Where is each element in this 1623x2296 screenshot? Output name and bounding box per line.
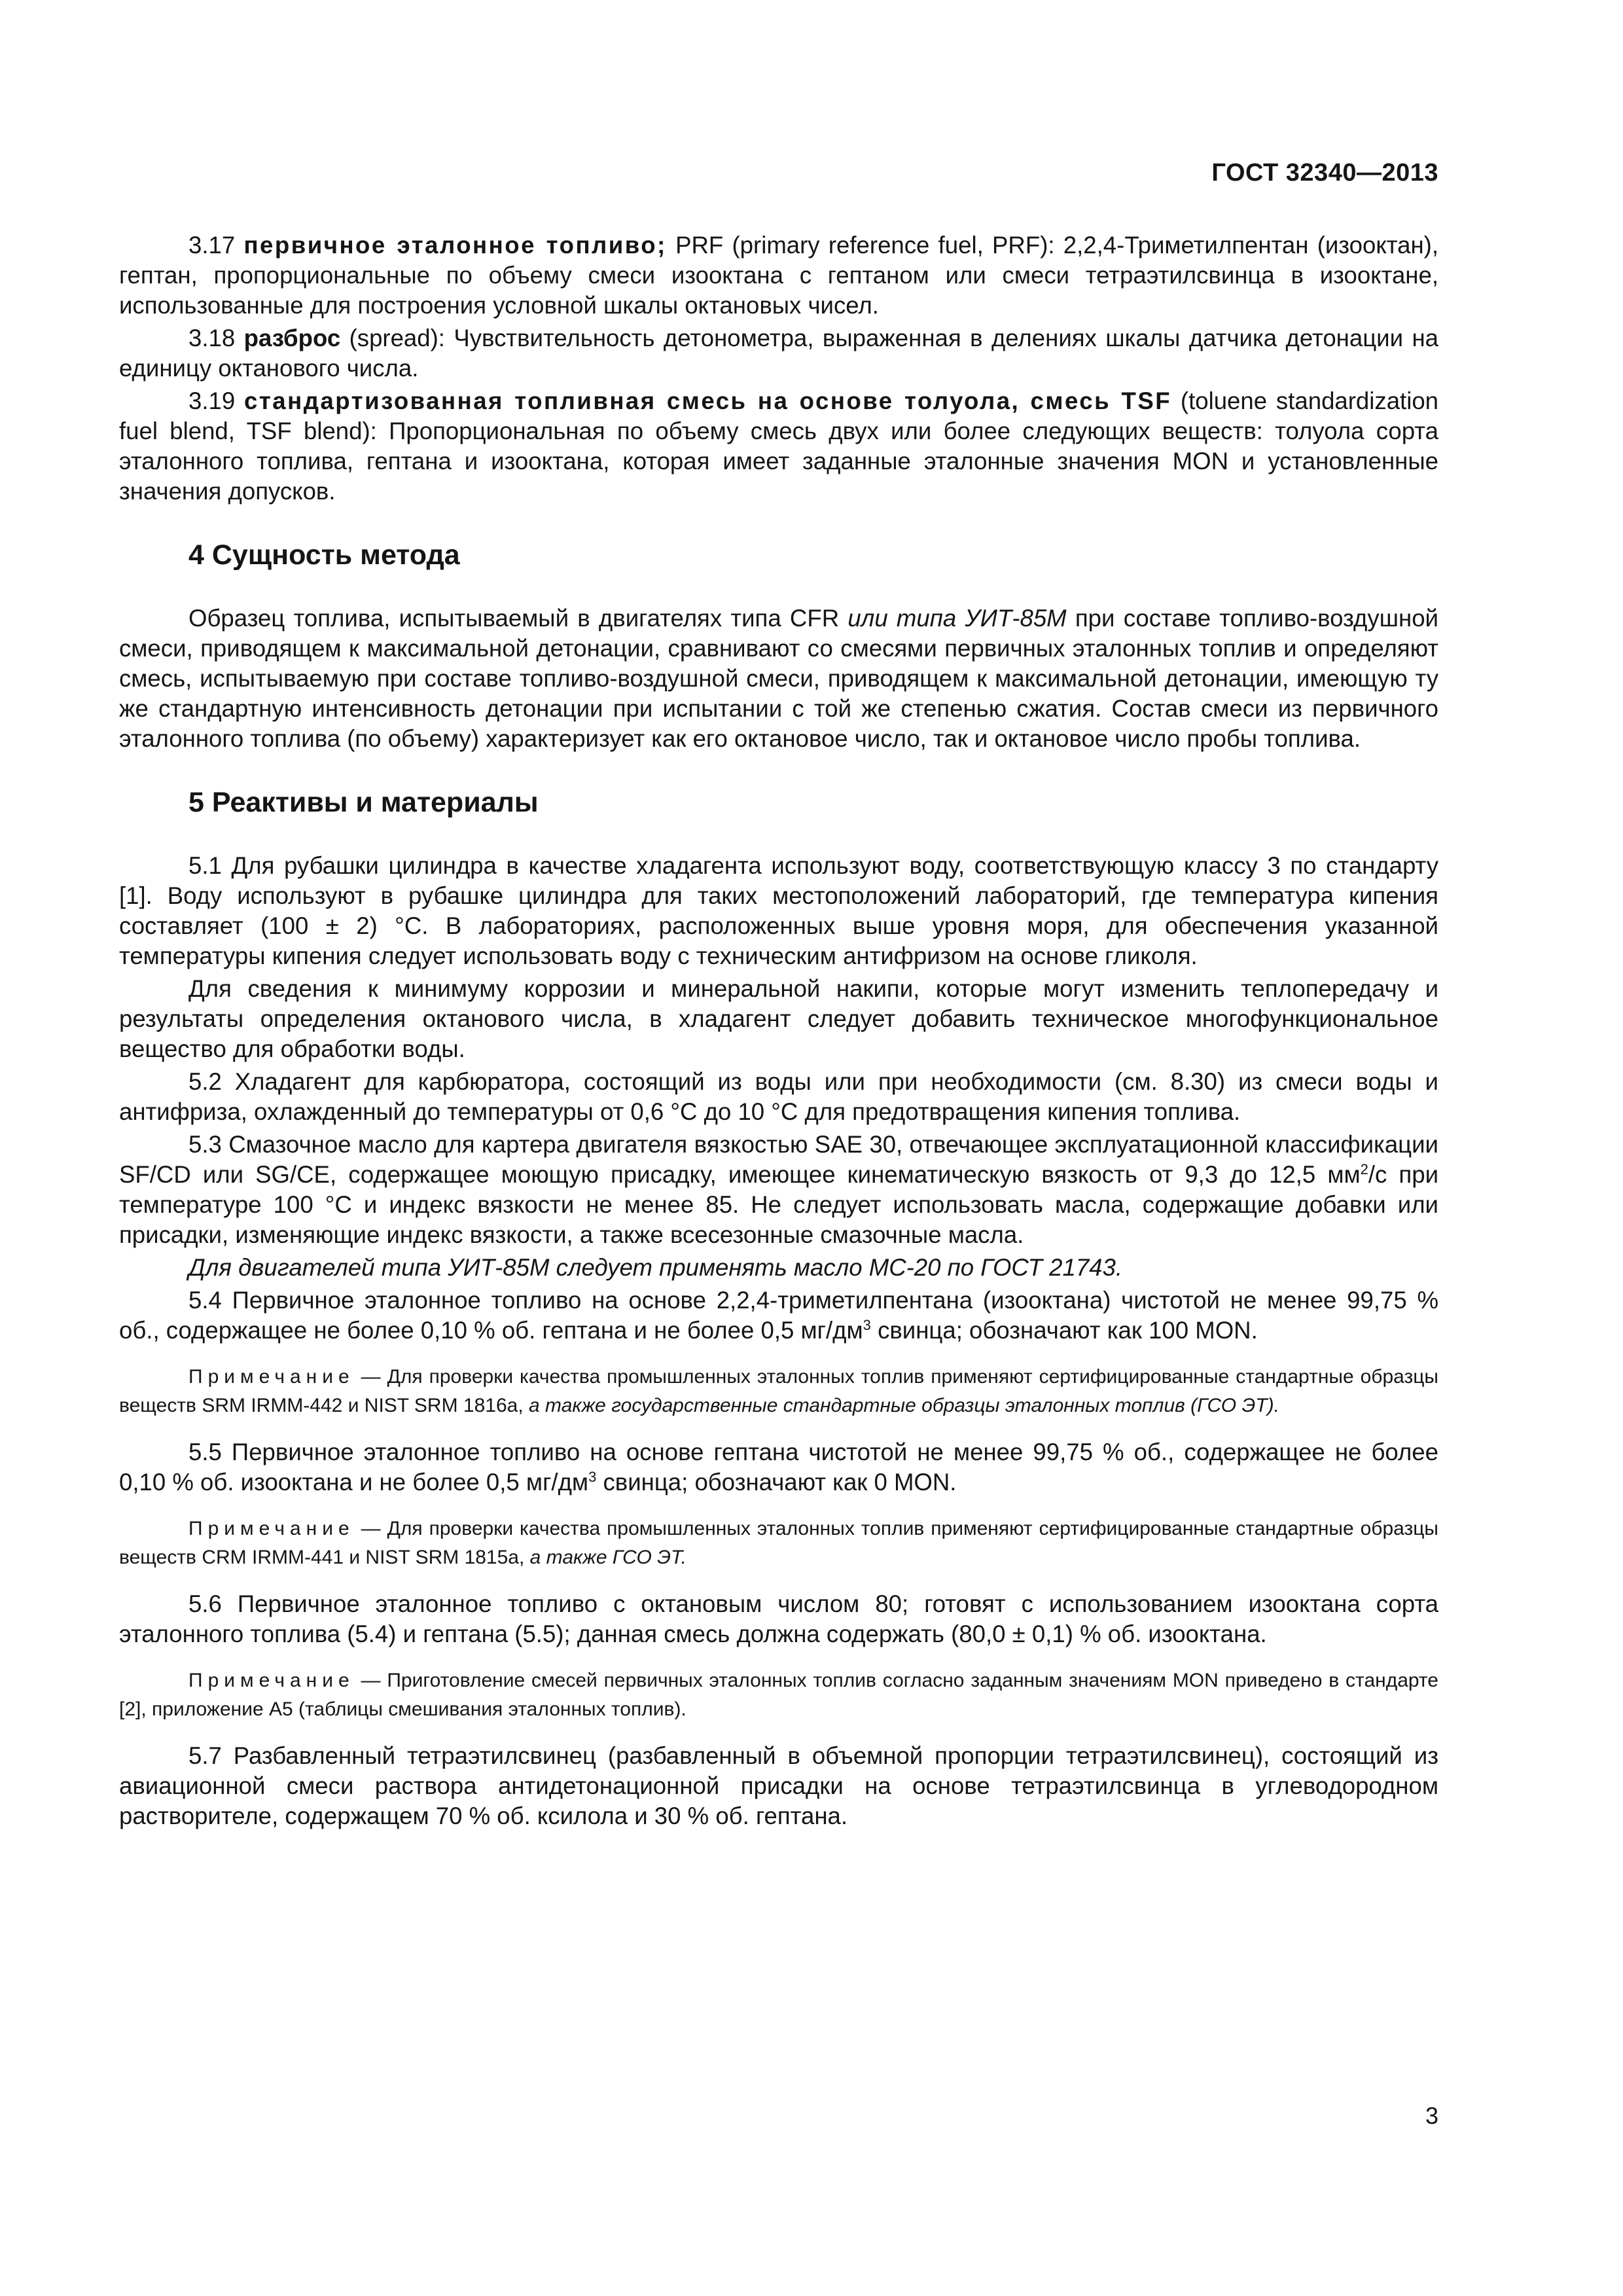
definition-text: (toluene standardization fuel blend, TSF blend): Пропорциональная по объему смесь двух или более следующих веществ: толуола сорта эталонного топлива, гептана и изооктана, которая имеет заданные эталонные значения MON и установленные значения допусков. [119, 387, 1439, 505]
clause-5-7: 5.7 Разбавленный тетраэтилсвинец (разбавленный в объемной пропорции тетраэтилсвинец), состоящий из авиационной смеси раствора антидетонационной присадки на основе тетраэтилсвинца в углеводородном растворителе, содержащем 70 % об. ксилола и 30 % об. гептана. [119, 1742, 1438, 1829]
note-italic-text: а также государственные стандартные образцы эталонных топлив (ГСО ЭТ). [529, 1395, 1279, 1416]
clause-number: 3.18 [188, 325, 244, 351]
superscript: 2 [1360, 1160, 1368, 1177]
section-4-heading: 4 Сущность метода [188, 539, 460, 571]
paragraph-text: 5.5 Первичное эталонное топливо на основе гептана чистотой не менее 99,75 % об., содержащее не более 0,10 % об. изооктана и не более 0,5 мг/дм [119, 1439, 1438, 1496]
definition-text: PRF (primary reference fuel, PRF): 2,2,4-Триметилпентан (изооктан), гептан, пропорциональные по объему смеси изооктана с гептаном или смеси тетраэтилсвинца в изооктане, использованные для построения условной шкалы октановых чисел. [119, 232, 1438, 319]
clause-5-3-italic-note: Для двигателей типа УИТ-85М следует применять масло МС-20 по ГОСТ 21743. [188, 1254, 1123, 1281]
definition-3-17 [119, 230, 1438, 321]
paragraph-text: Образец топлива, испытываемый в двигателях типа CFR [188, 605, 848, 632]
clause-5-5 [119, 1437, 1438, 1498]
note-label: Примечание [188, 1518, 355, 1539]
clause-number: 3.17 [188, 232, 244, 259]
definition-3-19 [119, 386, 1438, 507]
clause-5-1: 5.1 Для рубашки цилиндра в качестве хладагента используют воду, соответствующую классу 3 по стандарту [1]. Воду используют в рубашке цилиндра для таких местоположений лабораторий, где температура кипения составляет (100 ± 2) °С. В лабораториях, расположенных выше уровня моря, для обеспечения указанной температуры кипения следует использовать воду с техническим антифризом на основе гликоля. [119, 852, 1438, 969]
note-3 [119, 1666, 1438, 1724]
paragraph-text: 5.3 Смазочное масло для картера двигателя вязкостью SAE 30, отвечающее эксплуатационной классификации SF/CD или SG/CE, содержащее моющую присадку, имеющее кинематическую вязкость от 9,3 до 12,5 мм [119, 1131, 1438, 1188]
note-1 [119, 1363, 1438, 1420]
note-2 [119, 1515, 1438, 1572]
paragraph-italic-text: или типа УИТ-85М [847, 605, 1067, 632]
paragraph-text: /с при температуре 100 °С и индекс вязкости не менее 85. Не следует использовать масла, содержащие добавки или присадки, изменяющие индекс вязкости, а также всесезонные смазочные масла. [119, 1161, 1438, 1248]
paragraph-text: свинца; обозначают как 100 MON. [870, 1317, 1258, 1344]
term: разброс [243, 325, 341, 351]
clause-5-4 [119, 1285, 1438, 1346]
term: первичное эталонное топливо; [243, 232, 667, 259]
definition-text: (spread): Чувствительность детонометра, выраженная в делениях шкалы датчика детонации на единицу октанового числа. [119, 325, 1438, 382]
document-code-header: ГОСТ 32340—2013 [1211, 159, 1438, 187]
term: стандартизованная топливная смесь на основе толуола, смесь TSF [244, 387, 1172, 414]
note-italic-text: а также ГСО ЭТ. [529, 1547, 687, 1568]
note-label: Примечание [188, 1366, 355, 1388]
superscript: 3 [863, 1316, 871, 1333]
note-text: — Приготовление смесей первичных эталонных топлив согласно заданным значениям MON приведено в стандарте [2], приложение А5 (таблицы смешивания эталонных топлив). [119, 1670, 1438, 1720]
note-text: — Для проверки качества промышленных эталонных топлив применяют сертифицированные стандартные образцы веществ CRM IRMM-441 и NIST SRM 1815a, [119, 1518, 1438, 1568]
page-number: 3 [1425, 2102, 1438, 2129]
document-body [119, 230, 1438, 1834]
note-label: Примечание [188, 1670, 355, 1691]
clause-5-1-continued: Для сведения к минимуму коррозии и минеральной накипи, которые могут изменить теплопередачу и результаты определения октанового числа, в хладагент следует добавить техническое многофункциональное вещество для обработки воды. [119, 975, 1438, 1062]
paragraph-text: свинца; обозначают как 0 MON. [596, 1469, 957, 1496]
clause-number: 3.19 [188, 387, 245, 414]
definition-3-18 [119, 323, 1438, 384]
clause-5-6: 5.6 Первичное эталонное топливо с октановым числом 80; готовят с использованием изооктана сорта эталонного топлива (5.4) и гептана (5.5); данная смесь должна содержать (80,0 ± 0,1) % об. изооктана. [119, 1590, 1438, 1647]
note-text: — Для проверки качества промышленных эталонных топлив применяют сертифицированные стандартные образцы веществ SRM IRMM-442 и NIST SRM 1816a, [119, 1366, 1438, 1416]
section-5-heading: 5 Реактивы и материалы [188, 787, 539, 818]
superscript: 3 [588, 1468, 597, 1485]
clause-5-2: 5.2 Хладагент для карбюратора, состоящий из воды или при необходимости (см. 8.30) из смеси воды и антифриза, охлажденный до температуры от 0,6 °С до 10 °С для предотвращения кипения топлива. [119, 1068, 1438, 1125]
paragraph-text: при составе топливо-воздушной смеси, приводящем к максимальной детонации, сравнивают со смесями первичных эталонных топлив и определяют смесь, испытываемую при составе топливо-воздушной смеси, приводящем к максимальной детонации, имеющую ту же стандартную интенсивность детонации при испытании с той же степенью сжатия. Состав смеси из первичного эталонного топлива (по объему) характеризует как его октановое число, так и октановое число пробы топлива. [119, 605, 1438, 752]
paragraph-text: 5.4 Первичное эталонное топливо на основе 2,2,4-триметилпентана (изооктана) чистотой не менее 99,75 % об., содержащее не более 0,10 % об. гептана и не более 0,5 мг/дм [119, 1287, 1438, 1344]
clause-5-3 [119, 1130, 1438, 1250]
document-page [119, 0, 1438, 2296]
section-4-paragraph [119, 603, 1438, 754]
